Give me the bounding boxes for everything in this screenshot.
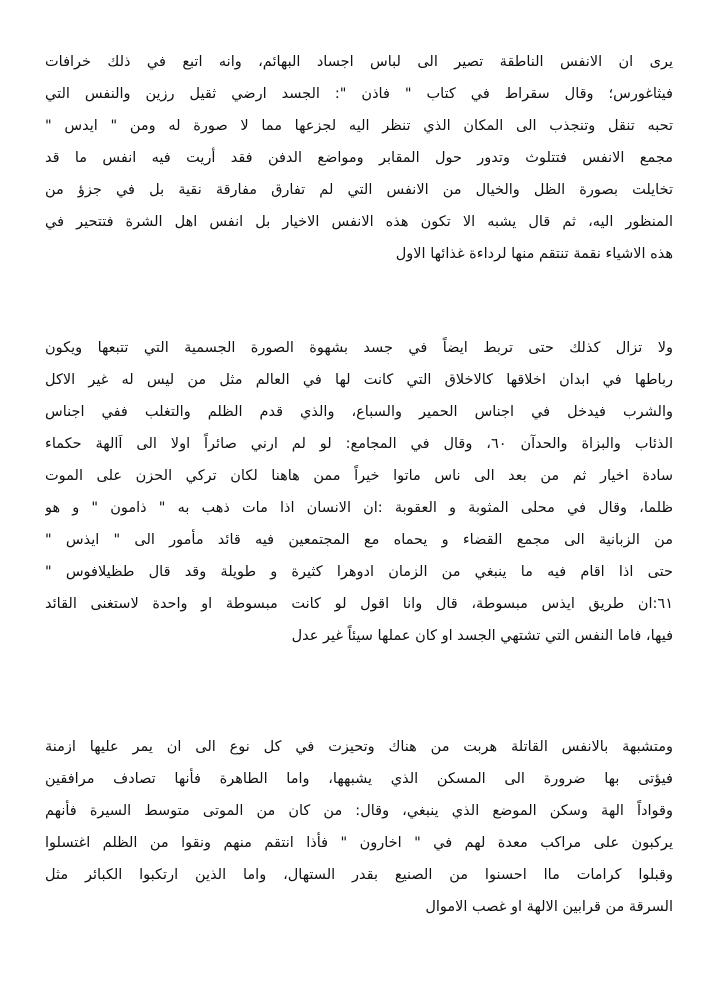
text-line: المنظور اليه، ثم قال يشبه الا تكون هذه الانفس الاخيار بل انفس اهل الشرة فتتحير في xyxy=(45,214,673,230)
text-line: ٦١:ان طريق ايذس مبسوطة، قال وانا اقول لو كانت مبسوطة او واحدة لاستغنى القائد xyxy=(45,596,673,612)
paragraph-2 xyxy=(45,332,673,652)
text-line: تخايلت بصورة الظل والخيال من الانفس التي لم تفارق مفارقة نقية بل في جزؤ من xyxy=(45,182,673,198)
text-line: الذئاب والبزاة والحدآن ٦٠، وقال في المجامع: لو لم ارني صائراً اولا الى اَالهة حكماء xyxy=(45,436,673,452)
text-line: فيها، فاما النفس التي تشتهي الجسد او كان عملها سيئاً غير عدل xyxy=(291,628,673,644)
paragraph-1 xyxy=(45,46,673,270)
text-line: ومتشبهة بالانفس القاتلة هربت من هناك وتحيزت في كل نوع الى ان يمر عليها ازمنة xyxy=(45,739,673,755)
text-line: يركبون على مراكب معدة لهم في " اخارون " فأذا انتقم منهم ونقوا من الظلم اغتسلوا xyxy=(45,835,673,851)
text-line: رباطها في ابدان اخلاقها كالاخلاق التي كانت لها في العالم مثل من ليس له غير الاكل xyxy=(45,372,673,388)
text-line: السرقة من قرابين الالهة او غصب الاموال xyxy=(425,899,673,915)
text-line: سادة اخيار ثم من بعد الى ناس ماتوا خيراً ممن هاهنا لكان تركي الحزن على الموت xyxy=(45,468,673,484)
text-line: وقبلوا كرامات ماا احسنوا من الصنيع بقدر الستهال، واما الذين ارتكبوا الكبائر مثل xyxy=(45,867,673,883)
text-line: والشرب فيدخل في اجناس الحمير والسباع، والذي قدم الظلم والتغلب ففي اجناس xyxy=(45,404,673,420)
text-line: ولا تزال كذلك حتى تربط ايضاً في جسد بشهوة الصورة الجسمية التي تتبعها ويكون xyxy=(45,340,673,356)
text-line: مجمع الانفس فتتلوث وتدور حول المقابر ومواضع الدفن فقد أريت فيه انفس ما قد xyxy=(45,150,673,166)
text-line: فيثاغورس؛ وقال سقراط في كتاب " فاذن ": الجسد ارضي ثقيل رزين والنفس التي xyxy=(45,86,673,102)
text-line: حتى اذا اقام فيه ما ينبغي من الزمان ادوهرا كثيرة و طويلة وقد قال طظيلافوس " xyxy=(45,564,673,580)
text-line: هذه الاشياء نقمة تنتقم منها لرداءة غذائها الاول xyxy=(395,246,673,262)
text-line: تحبه تنقل وتنجذب الى المكان الذي تنظر اليه لجزعها مما لا صورة له ومن " ايدس " xyxy=(45,118,673,134)
text-line: ظلما، وقال في محلى المثوبة و العقوبة :ان الانسان اذا مات ذهب به " ذامون " و هو xyxy=(45,500,673,516)
paragraph-3 xyxy=(45,731,673,923)
text-line: يرى ان الانفس الناطقة تصير الى لباس اجساد البهائم، وانه اتبع في ذلك خرافات xyxy=(45,54,673,70)
text-line: من الزبانية الى مجمع القضاء و يحماه مع المجتمعين فيه قائد مأمور الى " ايذس " xyxy=(45,532,673,548)
text-line: فيؤتى بها ضرورة الى المسكن الذي يشبهها، واما الطاهرة فأنها تصادف مرافقين xyxy=(45,771,673,787)
text-line: وقواداً الهة وسكن الموضع الذي ينبغي، وقال: من كان من الموتى متوسط السيرة فأنهم xyxy=(45,803,673,819)
